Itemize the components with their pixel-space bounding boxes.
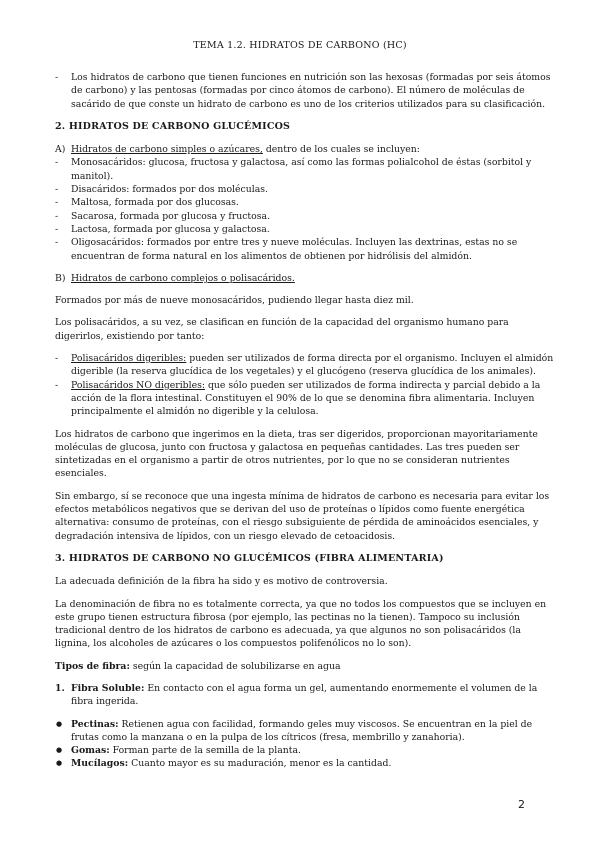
soluble-fiber-label: Fibra Soluble: — [71, 682, 145, 694]
item-text: Cuanto mayor es su maduración, menor es la cantidad. — [128, 758, 392, 770]
page-content — [55, 71, 555, 771]
page-header: TEMA 1.2. HIDRATOS DE CARBONO (HC) — [193, 40, 407, 51]
paragraph: Sin embargo, sí se reconoce que una ingesta mínima de hidratos de carbono es necesaria para evitar los efectos metabólicos negativos que se derivan del uso de proteínas o lípidos como fuente energética alternativa: consumo de proteínas, con el riesgo subsiguiente de pérdida de aminoácidos esenciales, y degradación intensiva de lípidos, con un riesgo elevado de cetoacidosis. — [55, 490, 550, 542]
paragraph: Los polisacáridos, a su vez, se clasifican en función de la capacidad del organismo humano para digerirlos, existiendo por tanto: — [55, 317, 509, 342]
intro-bullet: - Los hidratos de carbono que tienen funciones en nutrición son las hexosas (formadas por seis átomos de carbono) y las pentosas (formadas por cinco átomos de carbono). El número de moléculas de sacárido de que conste un hidrato de carbono es uno de los criterios utilizados para su clasificación. — [55, 71, 555, 111]
paragraph: Los hidratos de carbono que ingerimos en la dieta, tras ser digeridos, proporcionan mayoritariamente moléculas de glucosa, junto con fructosa y galactosa en pequeñas cantidades. Las tres pueden ser sintetizadas en el organismo a partir de otros nutrientes, por lo que no se consideran nutrientes esenciales. — [55, 428, 538, 480]
fiber-types-label: Tipos de fibra: — [55, 660, 130, 672]
list-item: - Sacarosa, formada por glucosa y fructosa. — [55, 210, 555, 223]
subsection-a-marker: A) — [55, 144, 66, 156]
list-item — [55, 757, 555, 770]
list-item — [55, 718, 555, 745]
item-label: Gomas: — [71, 745, 110, 757]
subsection-b-heading — [55, 272, 555, 285]
section-2-heading: 2. HIDRATOS DE CARBONO GLUCÉMICOS — [55, 120, 291, 132]
item-underlined: Polisacáridos digeribles: — [71, 353, 187, 365]
soluble-fiber-number: 1. — [55, 682, 65, 694]
paragraph: Formados por más de nueve monosacáridos, pudiendo llegar hasta diez mil. — [55, 295, 414, 307]
item-label: Pectinas: — [71, 718, 119, 730]
item-text: pueden ser utilizados de forma directa por el organismo. Incluyen el almidón digerible (la reserva glucídica de los vegetales) y el glucógeno (reserva glucídica de los animales). — [71, 353, 554, 378]
list-item — [55, 379, 555, 419]
item-label: Mucílagos: — [71, 758, 129, 770]
fiber-types-text: según la capacidad de solubilizarse en agua — [129, 660, 341, 672]
list-item: - Disacáridos: formados por dos moléculas. — [55, 183, 555, 196]
section-3-heading: 3. HIDRATOS DE CARBONO NO GLUCÉMICOS (FIBRA ALIMENTARIA) — [55, 552, 444, 564]
paragraph: La adecuada definición de la fibra ha sido y es motivo de controversia. — [55, 576, 388, 588]
list-item — [55, 744, 555, 757]
list-item: - Oligosacáridos: formados por entre tres y nueve moléculas. Incluyen las dextrinas, estas no se encuentran de forma natural en los alimentos de obtienen por hidrólisis del almidón. — [55, 236, 555, 263]
subsection-a-heading — [55, 143, 555, 156]
item-text: Forman parte de la semilla de la planta. — [109, 745, 301, 757]
subsection-a-underlined: Hidratos de carbono simples o azúcares, — [71, 144, 263, 156]
item-underlined: Polisacáridos NO digeribles: — [71, 379, 206, 391]
list-item — [55, 352, 555, 379]
item-text: Retienen agua con facilidad, formando geles muy viscosos. Se encuentran en la piel de frutas como la manzana o en la pulpa de los cítricos (fresa, membrillo y zanahoria). — [71, 718, 533, 743]
fiber-types-line — [55, 660, 555, 673]
list-item: - Lactosa, formada por glucosa y galactosa. — [55, 223, 555, 236]
soluble-fiber-list — [55, 718, 555, 771]
soluble-fiber-text: En contacto con el agua forma un gel, aumentando enormemente el volumen de la fibra ingerida. — [71, 682, 538, 708]
intro-list — [55, 71, 555, 111]
simple-carbs-list — [55, 156, 555, 262]
subsection-b-marker: B) — [55, 272, 66, 284]
list-item: - Monosacáridos: glucosa, fructosa y galactosa, así como las formas polialcohol de éstas (sorbitol y manitol). — [55, 156, 555, 183]
subsection-a-rest: dentro de los cuales se incluyen: — [262, 144, 420, 156]
soluble-fiber-item — [55, 682, 555, 709]
paragraph: La denominación de fibra no es totalmente correcta, ya que no todos los compuestos que se incluyen en este grupo tienen estructura fibrosa (por ejemplo, las pectinas no la tienen). Tampoco su inclusión tradicional dentro de los hidratos de carbono es adecuada, ya que algunos no son polisacáridos (la lignina, los alcoholes de azúcares o los compuestos polifenólicos no lo son). — [55, 598, 547, 650]
list-item: - Maltosa, formada por dos glucosas. — [55, 196, 555, 209]
subsection-b-underlined: Hidratos de carbono complejos o polisacáridos. — [71, 272, 295, 284]
item-text: que sólo pueden ser utilizados de forma indirecta y parcial debido a la acción de la flora intestinal. Constituyen el 90% de lo que se denomina fibra alimentaria. Incluyen principalmente el almidón no digerible y la celulosa. — [71, 379, 541, 418]
page-number: 2 — [518, 798, 525, 811]
polysaccharide-list — [55, 352, 555, 418]
